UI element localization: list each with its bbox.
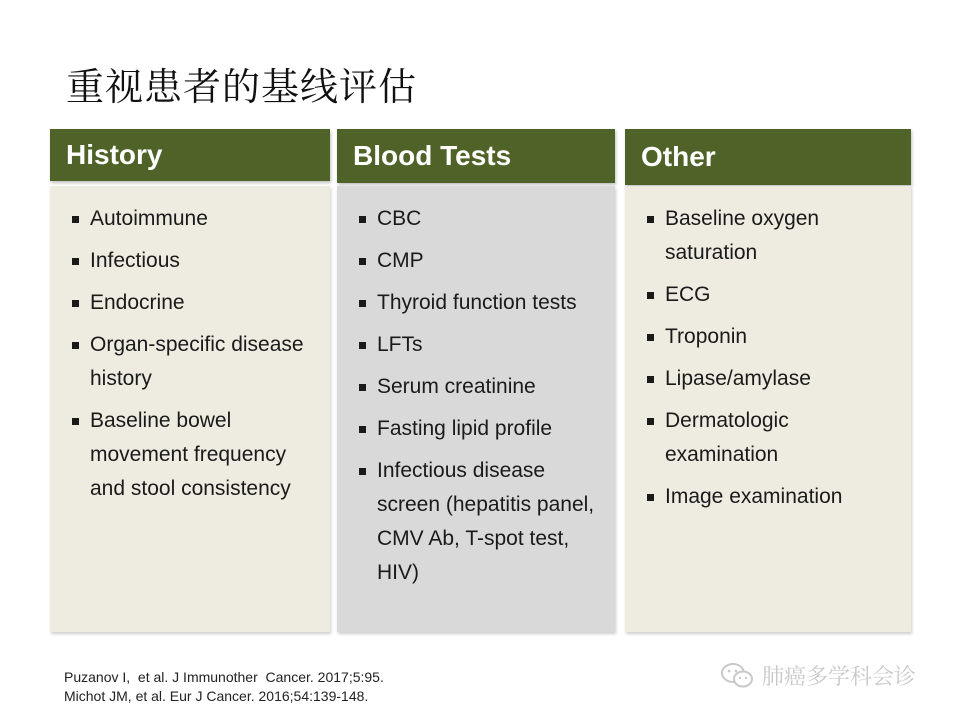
list-item: Troponin <box>647 320 903 354</box>
list-item: Infectious disease screen (hepatitis panel, CMV Ab, T-spot test, HIV) <box>359 454 607 590</box>
list-item: CBC <box>359 202 607 236</box>
square-bullet-icon <box>647 418 654 425</box>
references <box>64 668 384 706</box>
square-bullet-icon <box>72 418 79 425</box>
column-header-history: History <box>50 129 330 181</box>
history-column <box>50 129 330 632</box>
square-bullet-icon <box>647 376 654 383</box>
square-bullet-icon <box>359 384 366 391</box>
list-item: Baseline bowel movement frequency and stool consistency <box>72 404 322 506</box>
blood-tests-column <box>337 129 615 632</box>
watermark <box>720 660 916 691</box>
square-bullet-icon <box>72 342 79 349</box>
list-item: Organ-specific disease history <box>72 328 322 396</box>
square-bullet-icon <box>359 426 366 433</box>
square-bullet-icon <box>359 258 366 265</box>
square-bullet-icon <box>647 334 654 341</box>
history-body <box>50 186 330 632</box>
blood-tests-body <box>337 186 615 632</box>
list-item: Autoimmune <box>72 202 322 236</box>
square-bullet-icon <box>72 258 79 265</box>
list-item: Lipase/amylase <box>647 362 903 396</box>
list-item: Infectious <box>72 244 322 278</box>
other-column <box>625 129 911 632</box>
history-list <box>72 202 322 514</box>
list-item: ECG <box>647 278 903 312</box>
list-item: Thyroid function tests <box>359 286 607 320</box>
list-item: Dermatologic examination <box>647 404 903 472</box>
list-item: Baseline oxygen saturation <box>647 202 903 270</box>
column-header-blood-tests: Blood Tests <box>337 129 615 183</box>
blood-tests-list <box>359 202 607 598</box>
watermark-text: 肺癌多学科会诊 <box>762 665 917 690</box>
slide-title: 重视患者的基线评估 <box>66 65 418 109</box>
list-item: Fasting lipid profile <box>359 412 607 446</box>
square-bullet-icon <box>72 300 79 307</box>
square-bullet-icon <box>359 300 366 307</box>
square-bullet-icon <box>647 494 654 501</box>
square-bullet-icon <box>359 342 366 349</box>
square-bullet-icon <box>647 292 654 299</box>
square-bullet-icon <box>647 216 654 223</box>
list-item: Image examination <box>647 480 903 514</box>
wechat-icon <box>720 662 754 690</box>
column-header-other: Other <box>625 129 911 185</box>
other-body <box>625 186 911 632</box>
reference-line: Puzanov I, et al. J Immunother Cancer. 2017;5:95. <box>64 669 384 685</box>
list-item: Serum creatinine <box>359 370 607 404</box>
square-bullet-icon <box>72 216 79 223</box>
square-bullet-icon <box>359 216 366 223</box>
square-bullet-icon <box>359 468 366 475</box>
list-item: Endocrine <box>72 286 322 320</box>
reference-line: Michot JM, et al. Eur J Cancer. 2016;54:139-148. <box>64 688 369 704</box>
other-list <box>647 202 903 522</box>
list-item: LFTs <box>359 328 607 362</box>
list-item: CMP <box>359 244 607 278</box>
